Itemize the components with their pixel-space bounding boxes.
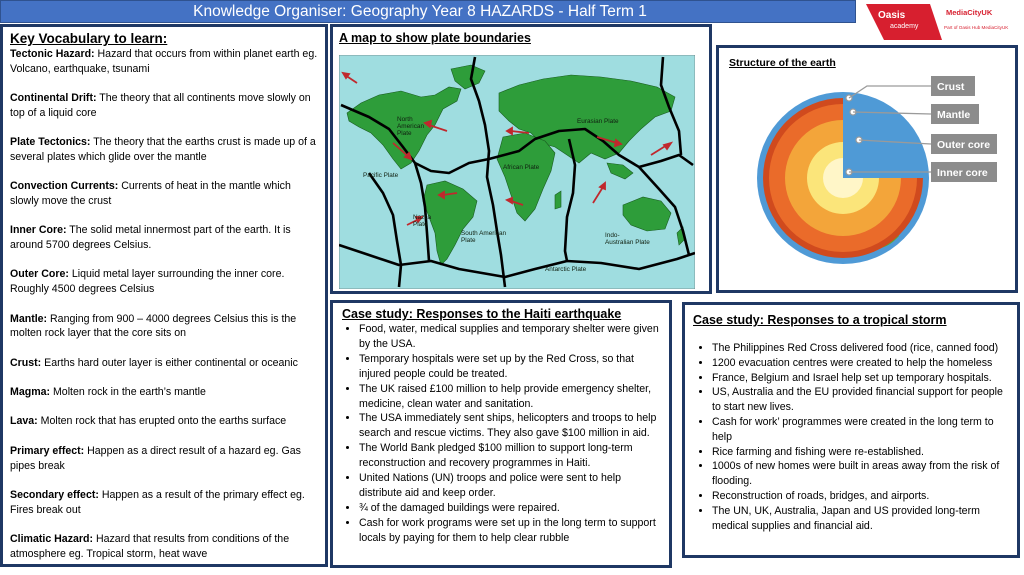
label-north-american-line1: North <box>397 116 413 123</box>
haiti-case-study-panel <box>330 300 672 568</box>
list-item: • United Nations (UN) troops and police were sent to help distribute aid and keep order. <box>359 471 663 501</box>
list-item: • Cash for work’ programmes were created in the long term to help <box>712 415 1010 445</box>
earth-structure-heading: Structure of the earth <box>729 57 836 69</box>
label-indo-australian-line2: Australian Plate <box>605 239 650 246</box>
vocabulary-term: Secondary effect: <box>10 488 99 501</box>
logo-tagline: Part of Oasis Hub MediaCityUK <box>944 25 1009 30</box>
vocabulary-term: Continental Drift: <box>10 92 97 105</box>
logo-brand: Oasis <box>878 10 906 21</box>
list-item: • ¾ of the damaged buildings were repaired. <box>359 501 663 516</box>
earth-structure-panel <box>716 45 1018 293</box>
vocabulary-definition: The solid metal innermost part of the earth. It is around 5700 degrees Celsius. <box>10 224 291 252</box>
list-item: • US, Australia and the EU provided financial support for people to start new lives. <box>712 385 1010 415</box>
label-south-american-line1: South American <box>461 230 507 237</box>
vocabulary-definition: Happen as a result of the primary effect eg. Fires break out <box>10 488 305 516</box>
vocabulary-term: Climatic Hazard: <box>10 533 94 546</box>
label-pacific-plate: Pacific Plate <box>363 172 399 179</box>
vocabulary-term: Plate Tectonics: <box>10 136 91 149</box>
vocabulary-term: Primary effect: <box>10 444 85 457</box>
page-title: Knowledge Organiser: Geography Year 8 HAZARDS - Half Term 1 <box>193 3 647 20</box>
vocabulary-definition: Hazard that results from conditions of the atmosphere eg. Tropical storm, heat wave <box>10 533 290 560</box>
layer-label-mantle: Mantle <box>937 109 971 121</box>
vocabulary-panel <box>0 24 328 567</box>
storm-response-list <box>692 341 1010 533</box>
vocabulary-entry <box>10 267 321 296</box>
vocabulary-term: Magma: <box>10 386 51 399</box>
vocabulary-definition: Earths hard outer layer is either continental or oceanic <box>41 356 298 369</box>
vocabulary-term: Outer Core: <box>10 268 69 281</box>
vocabulary-entry <box>10 179 321 208</box>
label-antarctic-plate: Antarctic Plate <box>545 266 587 273</box>
vocabulary-definition: Molten rock that has erupted onto the earths surface <box>37 415 287 428</box>
label-nazca-line1: Nazca <box>413 214 432 221</box>
list-item: • 1200 evacuation centres were created to help the homeless <box>712 356 1010 371</box>
plate-boundary-map <box>339 55 695 289</box>
list-item: • The USA immediately sent ships, helicopters and troops to help search and rescue victims. They also gave $100 million in aid. <box>359 411 663 441</box>
vocabulary-term: Tectonic Hazard: <box>10 48 95 60</box>
vocabulary-entry <box>10 47 321 76</box>
list-item: • Reconstruction of roads, bridges, and airports. <box>712 489 1010 504</box>
list-item: • Food, water, medical supplies and temporary shelter were given by the USA. <box>359 322 663 352</box>
label-nazca-line2: Plate <box>413 221 428 228</box>
list-item: • The World Bank pledged $100 million to support long-term reconstruction and recovery programmes in Haiti. <box>359 441 663 471</box>
earth-cross-section-diagram <box>753 76 1015 276</box>
vocabulary-definition: The theory that the earths crust is made up of a several plates which glide over the mantle <box>10 136 316 163</box>
vocabulary-entry <box>10 135 321 164</box>
map-heading: A map to show plate boundaries <box>339 31 531 45</box>
list-item: • The Philippines Red Cross delivered food (rice, canned food) <box>712 341 1010 356</box>
vocabulary-heading: Key Vocabulary to learn: <box>10 31 168 46</box>
list-item: • Temporary hospitals were set up by the Red Cross, so that injured people could be treated. <box>359 352 663 382</box>
vocabulary-definition: Molten rock in the earth’s mantle <box>50 386 206 399</box>
label-north-american-line3: Plate <box>397 130 412 137</box>
vocabulary-definition: Liquid metal layer surrounding the inner core. Roughly 4500 degrees Celsius <box>10 268 285 296</box>
list-item: • Cash for work programs were set up in the long term to support locals by paying for them to help clear rubble <box>359 516 663 546</box>
logo-partner: MediaCityUK <box>946 8 993 17</box>
vocabulary-entry <box>10 312 321 341</box>
list-item: • Rice farming and fishing were re-established. <box>712 445 1010 460</box>
vocabulary-entry <box>10 356 321 371</box>
list-item: • The UN, UK, Australia, Japan and US provided long-term medical supplies and financial aid. <box>712 504 1010 534</box>
vocabulary-entry <box>10 414 321 429</box>
label-african-plate: African Plate <box>503 164 540 171</box>
label-eurasian-plate: Eurasian Plate <box>577 118 619 125</box>
vocabulary-entry <box>10 223 321 252</box>
list-item: • 1000s of new homes were built in areas away from the risk of flooding. <box>712 459 1010 489</box>
vocabulary-definition: Ranging from 900 – 4000 degrees Celsius this is the molten rock layer that the core sits on <box>10 312 297 340</box>
layer-label-inner-core: Inner core <box>937 167 988 179</box>
layer-label-crust: Crust <box>937 81 965 93</box>
layer-label-outer-core: Outer core <box>937 139 991 151</box>
storm-case-study-panel <box>682 302 1020 558</box>
label-indo-australian-line1: Indo- <box>605 232 620 239</box>
list-item: • France, Belgium and Israel help set up temporary hospitals. <box>712 371 1010 386</box>
vocabulary-definition: Happen as a direct result of a hazard eg. Gas pipes break <box>10 444 301 472</box>
vocabulary-definition: The theory that all continents move slowly on top of a liquid core <box>10 92 311 119</box>
label-north-american-line2: American <box>397 123 424 130</box>
plate-map-panel <box>330 24 712 294</box>
vocabulary-entry <box>10 444 321 473</box>
vocabulary-definition: Currents of heat in the mantle which slowly move the crust <box>10 180 291 207</box>
vocabulary-term: Lava: <box>10 415 38 428</box>
page-title-bar <box>0 0 856 23</box>
vocabulary-term: Convection Currents: <box>10 180 119 193</box>
oasis-logo <box>860 0 1024 42</box>
storm-heading: Case study: Responses to a tropical storm <box>693 313 947 327</box>
vocabulary-entry <box>10 91 321 120</box>
vocabulary-entry <box>10 385 321 400</box>
haiti-heading: Case study: Responses to the Haiti earthquake <box>342 307 622 321</box>
vocabulary-term: Inner Core: <box>10 224 67 237</box>
label-south-american-line2: Plate <box>461 237 476 244</box>
logo-sub: academy <box>890 23 919 30</box>
vocabulary-entry <box>10 532 321 561</box>
list-item: • The UK raised £100 million to help provide emergency shelter, medicine, clean water and sanitation. <box>359 382 663 412</box>
haiti-response-list <box>339 322 663 546</box>
vocabulary-term: Mantle: <box>10 312 48 325</box>
vocabulary-list <box>10 47 321 561</box>
vocabulary-definition: Hazard that occurs from within planet earth eg. Volcano, earthquake, tsunami <box>10 48 318 75</box>
vocabulary-entry <box>10 488 321 517</box>
vocabulary-term: Crust: <box>10 356 42 369</box>
